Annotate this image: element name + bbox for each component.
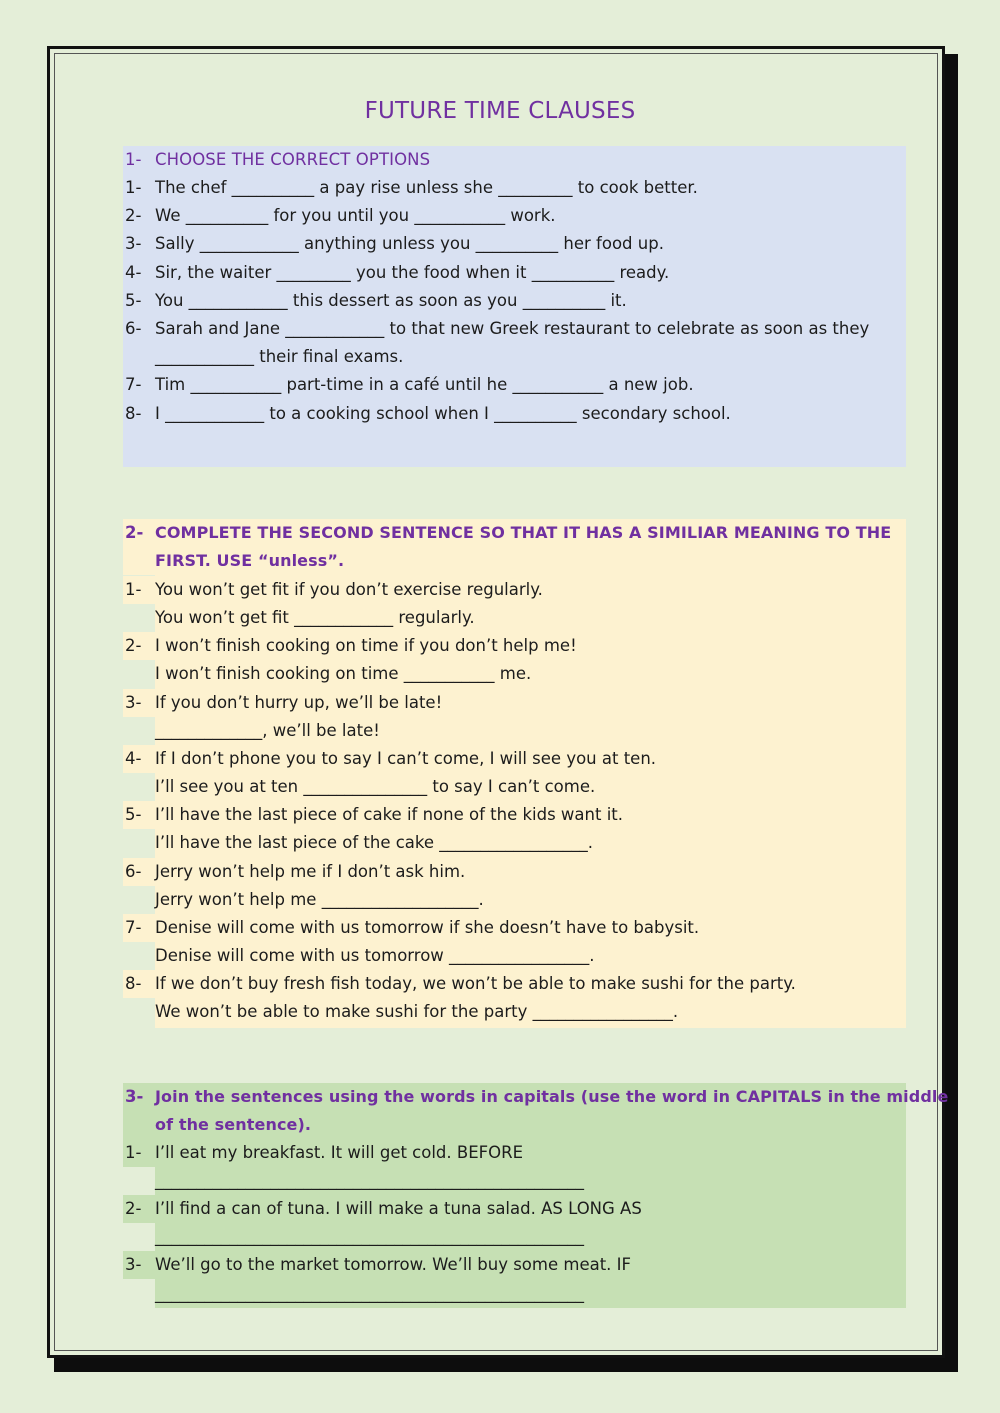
item-number: 2- <box>125 1199 142 1219</box>
item-text: _____________, we’ll be late! <box>155 720 380 740</box>
item-text: Sir, the waiter _________ you the food when it __________ ready. <box>155 262 670 282</box>
exercise-item <box>123 202 906 230</box>
exercise-item <box>123 287 906 315</box>
exercise-item-answer-line <box>123 773 906 801</box>
section-heading-continued <box>123 547 906 575</box>
exercise-item <box>123 371 906 399</box>
exercise-item <box>123 632 906 660</box>
exercise-item-answer-line <box>123 942 906 970</box>
exercise-item <box>123 858 906 886</box>
item-number: 3- <box>125 1255 142 1275</box>
item-text: If we don’t buy fresh fish today, we won’t be able to make sushi for the party. <box>155 974 796 994</box>
exercise-item <box>123 230 906 258</box>
section-heading <box>123 146 906 174</box>
item-text: The chef __________ a pay rise unless she _________ to cook better. <box>155 178 698 197</box>
item-number: 6- <box>125 319 142 338</box>
item-text: I ____________ to a cooking school when I __________ secondary school. <box>155 403 731 423</box>
item-text: If you don’t hurry up, we’ll be late! <box>155 692 443 712</box>
exercise-item <box>123 1251 906 1279</box>
exercise-item-answer-line <box>123 343 906 371</box>
item-text: Jerry won’t help me if I don’t ask him. <box>155 861 466 881</box>
item-number: 2- <box>125 206 142 226</box>
exercise-item-answer-line <box>123 604 906 632</box>
item-text: If I don’t phone you to say I can’t come, I will see you at ten. <box>155 748 657 768</box>
exercise-item-answer-line <box>123 1167 906 1195</box>
exercise-item-answer-line <box>123 717 906 745</box>
section-complete-sentence <box>123 519 906 1028</box>
item-text: We’ll go to the market tomorrow. We’ll buy some meat. IF <box>155 1255 632 1275</box>
section-heading-continued <box>123 1111 906 1139</box>
item-text: You won’t get fit if you don’t exercise regularly. <box>155 580 543 599</box>
item-number: 8- <box>125 403 142 423</box>
exercise-item <box>123 400 906 428</box>
item-text: ____________________________________________________ <box>155 1171 584 1191</box>
item-text: Tim ___________ part-time in a café until he ___________ a new job. <box>155 375 694 395</box>
exercise-item-answer-line <box>123 1223 906 1251</box>
item-text: ____________ their final exams. <box>155 347 404 367</box>
item-number: 3- <box>125 234 142 254</box>
section-number: 1- <box>125 150 142 169</box>
item-text: Denise will come with us tomorrow _________________. <box>155 945 595 965</box>
exercise-item <box>123 576 906 604</box>
item-text: Sarah and Jane ____________ to that new Greek restaurant to celebrate as soon as they <box>155 319 870 338</box>
item-number: 1- <box>125 580 142 599</box>
item-number: 5- <box>125 805 142 825</box>
item-text: ____________________________________________________ <box>155 1283 584 1303</box>
item-text: We __________ for you until you ___________ work. <box>155 206 556 226</box>
exercise-item <box>123 259 906 287</box>
exercise-item <box>123 801 906 829</box>
exercise-item <box>123 914 906 942</box>
exercise-item <box>123 970 906 998</box>
section-choose-options <box>123 146 906 467</box>
item-number: 1- <box>125 178 142 197</box>
item-number: 7- <box>125 375 142 395</box>
exercise-item <box>123 315 906 343</box>
item-number: 4- <box>125 748 142 768</box>
item-text: We won’t be able to make sushi for the party _________________. <box>155 1002 679 1022</box>
item-number: 7- <box>125 917 142 937</box>
section-heading <box>123 1083 949 1111</box>
exercise-item-answer-line <box>123 660 906 688</box>
section-heading <box>123 519 906 547</box>
item-text: I’ll eat my breakfast. It will get cold. BEFORE <box>155 1143 524 1162</box>
item-text: I’ll have the last piece of the cake __________________. <box>155 833 594 853</box>
item-text: Jerry won’t help me ___________________. <box>155 889 484 909</box>
section-heading-text: COMPLETE THE SECOND SENTENCE SO THAT IT HAS A SIMILIAR MEANING TO THE <box>155 523 892 542</box>
item-text: ____________________________________________________ <box>155 1227 584 1247</box>
item-text: I’ll find a can of tuna. I will make a tuna salad. AS LONG AS <box>155 1199 642 1219</box>
exercise-item <box>123 174 906 202</box>
item-text: I’ll see you at ten _______________ to say I can’t come. <box>155 777 596 797</box>
exercise-item-answer-line <box>123 998 906 1026</box>
exercise-item-answer-line <box>123 829 906 857</box>
item-number: 2- <box>125 636 142 656</box>
section-heading-text: Join the sentences using the words in capitals (use the word in CAPITALS in the middle <box>155 1087 949 1106</box>
section-join-sentences <box>123 1083 949 1308</box>
item-number: 3- <box>125 692 142 712</box>
item-text: Sally ____________ anything unless you __________ her food up. <box>155 234 664 254</box>
item-number: 4- <box>125 262 142 282</box>
section-heading-text: of the sentence). <box>155 1115 312 1134</box>
exercise-item <box>123 689 906 717</box>
item-number: 5- <box>125 290 142 310</box>
item-number: 1- <box>125 1143 142 1162</box>
item-text: You ____________ this dessert as soon as you __________ it. <box>155 290 627 310</box>
item-text: I won’t finish cooking on time if you don’t help me! <box>155 636 577 656</box>
item-text: I’ll have the last piece of cake if none of the kids want it. <box>155 805 624 825</box>
section-heading-text: FIRST. USE “unless”. <box>155 551 345 570</box>
exercise-item <box>123 745 906 773</box>
worksheet-title: FUTURE TIME CLAUSES <box>364 98 636 124</box>
exercise-item <box>123 1195 906 1223</box>
exercise-item-answer-line <box>123 886 906 914</box>
exercise-item <box>123 1139 906 1167</box>
section-number: 3- <box>125 1087 144 1106</box>
item-text: You won’t get fit ____________ regularly. <box>155 608 475 628</box>
item-number: 6- <box>125 861 142 881</box>
section-heading-text: CHOOSE THE CORRECT OPTIONS <box>155 150 431 169</box>
exercise-item-answer-line <box>123 1280 906 1308</box>
item-text: I won’t finish cooking on time ___________ me. <box>155 664 532 684</box>
item-text: Denise will come with us tomorrow if she doesn’t have to babysit. <box>155 917 700 937</box>
section-number: 2- <box>125 523 144 542</box>
item-number: 8- <box>125 974 142 994</box>
